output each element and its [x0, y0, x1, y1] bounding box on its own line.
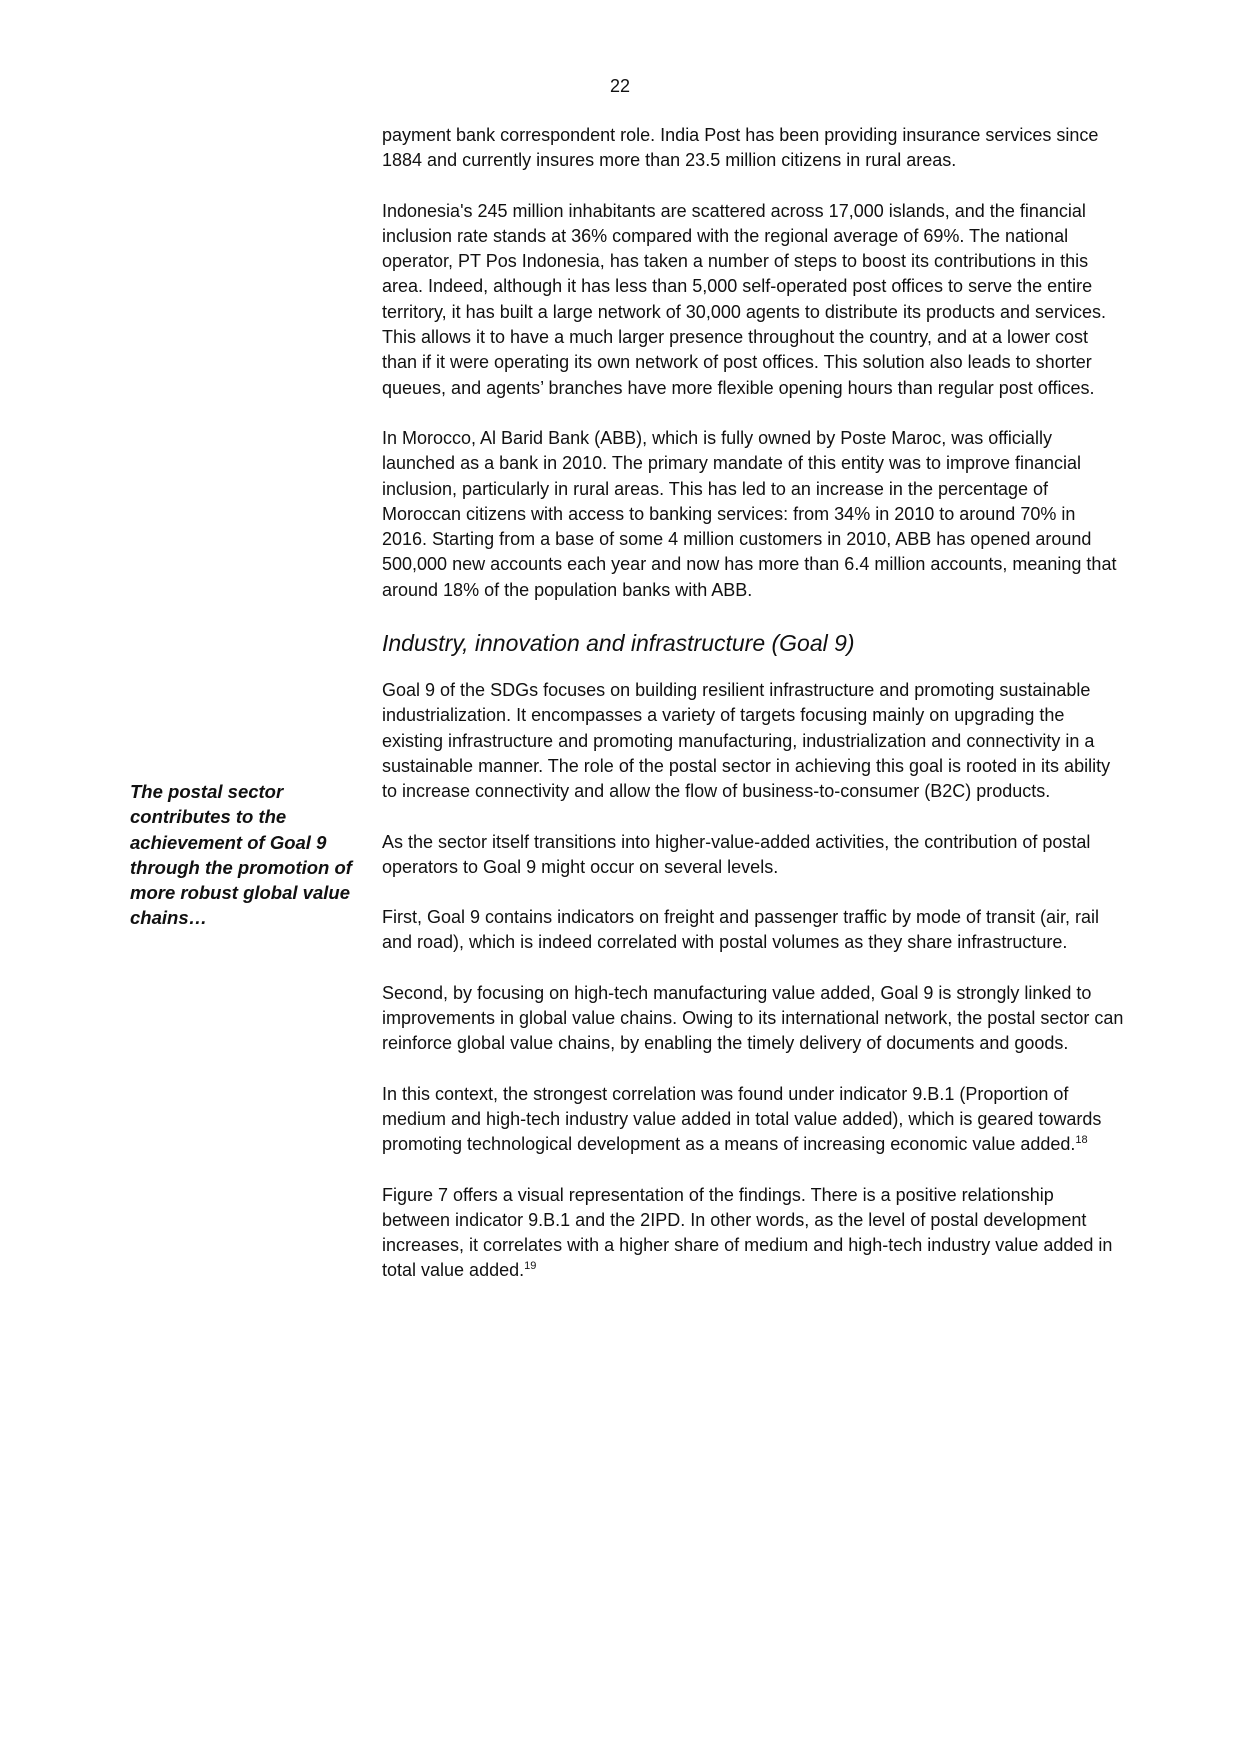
paragraph-morocco: In Morocco, Al Barid Bank (ABB), which is fully owned by Poste Maroc, was officially launched as a bank in 2010. The primary mandate of this entity was to improve financial inclusion, particularly in rural areas. This has led to an increase in the percentage of Moroccan citizens with access to banking services: from 34% in 2010 to around 70% in 2016. Starting from a base of some 4 million customers in 2010, ABB has opened around 500,000 new accounts each year and now has more than 6.4 million accounts, meaning that around 18% of the population banks with ABB. — [382, 427, 1117, 600]
sidenote: The postal sector contributes to the achievement of Goal 9 through the promotion of more robust global value chains… — [130, 781, 352, 929]
paragraph-sector-transition: As the sector itself transitions into higher-value-added activities, the contribution of postal operators to Goal 9 might occur on several levels. — [382, 831, 1091, 877]
paragraph-figure7 — [382, 1183, 1124, 1284]
paragraph-indonesia: Indonesia's 245 million inhabitants are scattered across 17,000 islands, and the financial inclusion rate stands at 36% compared with the regional average of 69%. The national operator, PT Pos Indonesia, has taken a number of steps to boost its contributions in this area. Indeed, although it has less than 5,000 self-operated post offices to serve the entire territory, it has built a large network of 30,000 agents to distribute its products and services. This allows it to have a much larger presence throughout the country, and at a lower cost than if it were operating its own network of post offices. This solution also leads to shorter queues, and agents’ branches have more flexible opening hours than regular post offices. — [382, 200, 1107, 398]
footnote-ref-19[interactable]: 19 — [524, 1260, 537, 1273]
page-number: 22 — [609, 76, 631, 96]
paragraph-goal9-intro: Goal 9 of the SDGs focuses on building resilient infrastructure and promoting sustainable industrialization. It encompasses a variety of targets focusing mainly on upgrading the existing infrastructure and promoting manufacturing, industrialization and connectivity in a sustainable manner. The role of the postal sector in achieving this goal is rooted in its ability to increase connectivity and allow the flow of business-to-consumer (B2C) products. — [382, 680, 1111, 802]
footnote-ref-18[interactable]: 18 — [1075, 1134, 1088, 1147]
paragraph-second: Second, by focusing on high-tech manufacturing value added, Goal 9 is strongly linked to improvements in global value chains. Owing to its international network, the postal sector can reinforce global value chains, by enabling the timely delivery of documents and goods. — [382, 982, 1124, 1054]
paragraph-figure7-text: Figure 7 offers a visual representation of the findings. There is a positive relationship between indicator 9.B.1 and the 2IPD. In other words, as the level of postal development increases, it correlates with a higher share of medium and high-tech industry value added in total value added. — [382, 1184, 1113, 1281]
paragraph-india-post: payment bank correspondent role. India Post has been providing insurance services since 1884 and currently insures more than 23.5 million citizens in rural areas. — [382, 125, 1099, 171]
paragraph-correlation-text: In this context, the strongest correlation was found under indicator 9.B.1 (Proportion of medium and high-tech industry value added in total value added), which is geared towards promoting technological development as a means of increasing economic value added. — [382, 1083, 1102, 1155]
paragraph-correlation — [382, 1082, 1124, 1158]
paragraph-first: First, Goal 9 contains indicators on freight and passenger traffic by mode of transit (air, rail and road), which is indeed correlated with postal volumes as they share infrastructure. — [382, 907, 1100, 953]
main-column — [382, 123, 1124, 1309]
section-heading: Industry, innovation and infrastructure (Goal 9) — [382, 630, 855, 657]
